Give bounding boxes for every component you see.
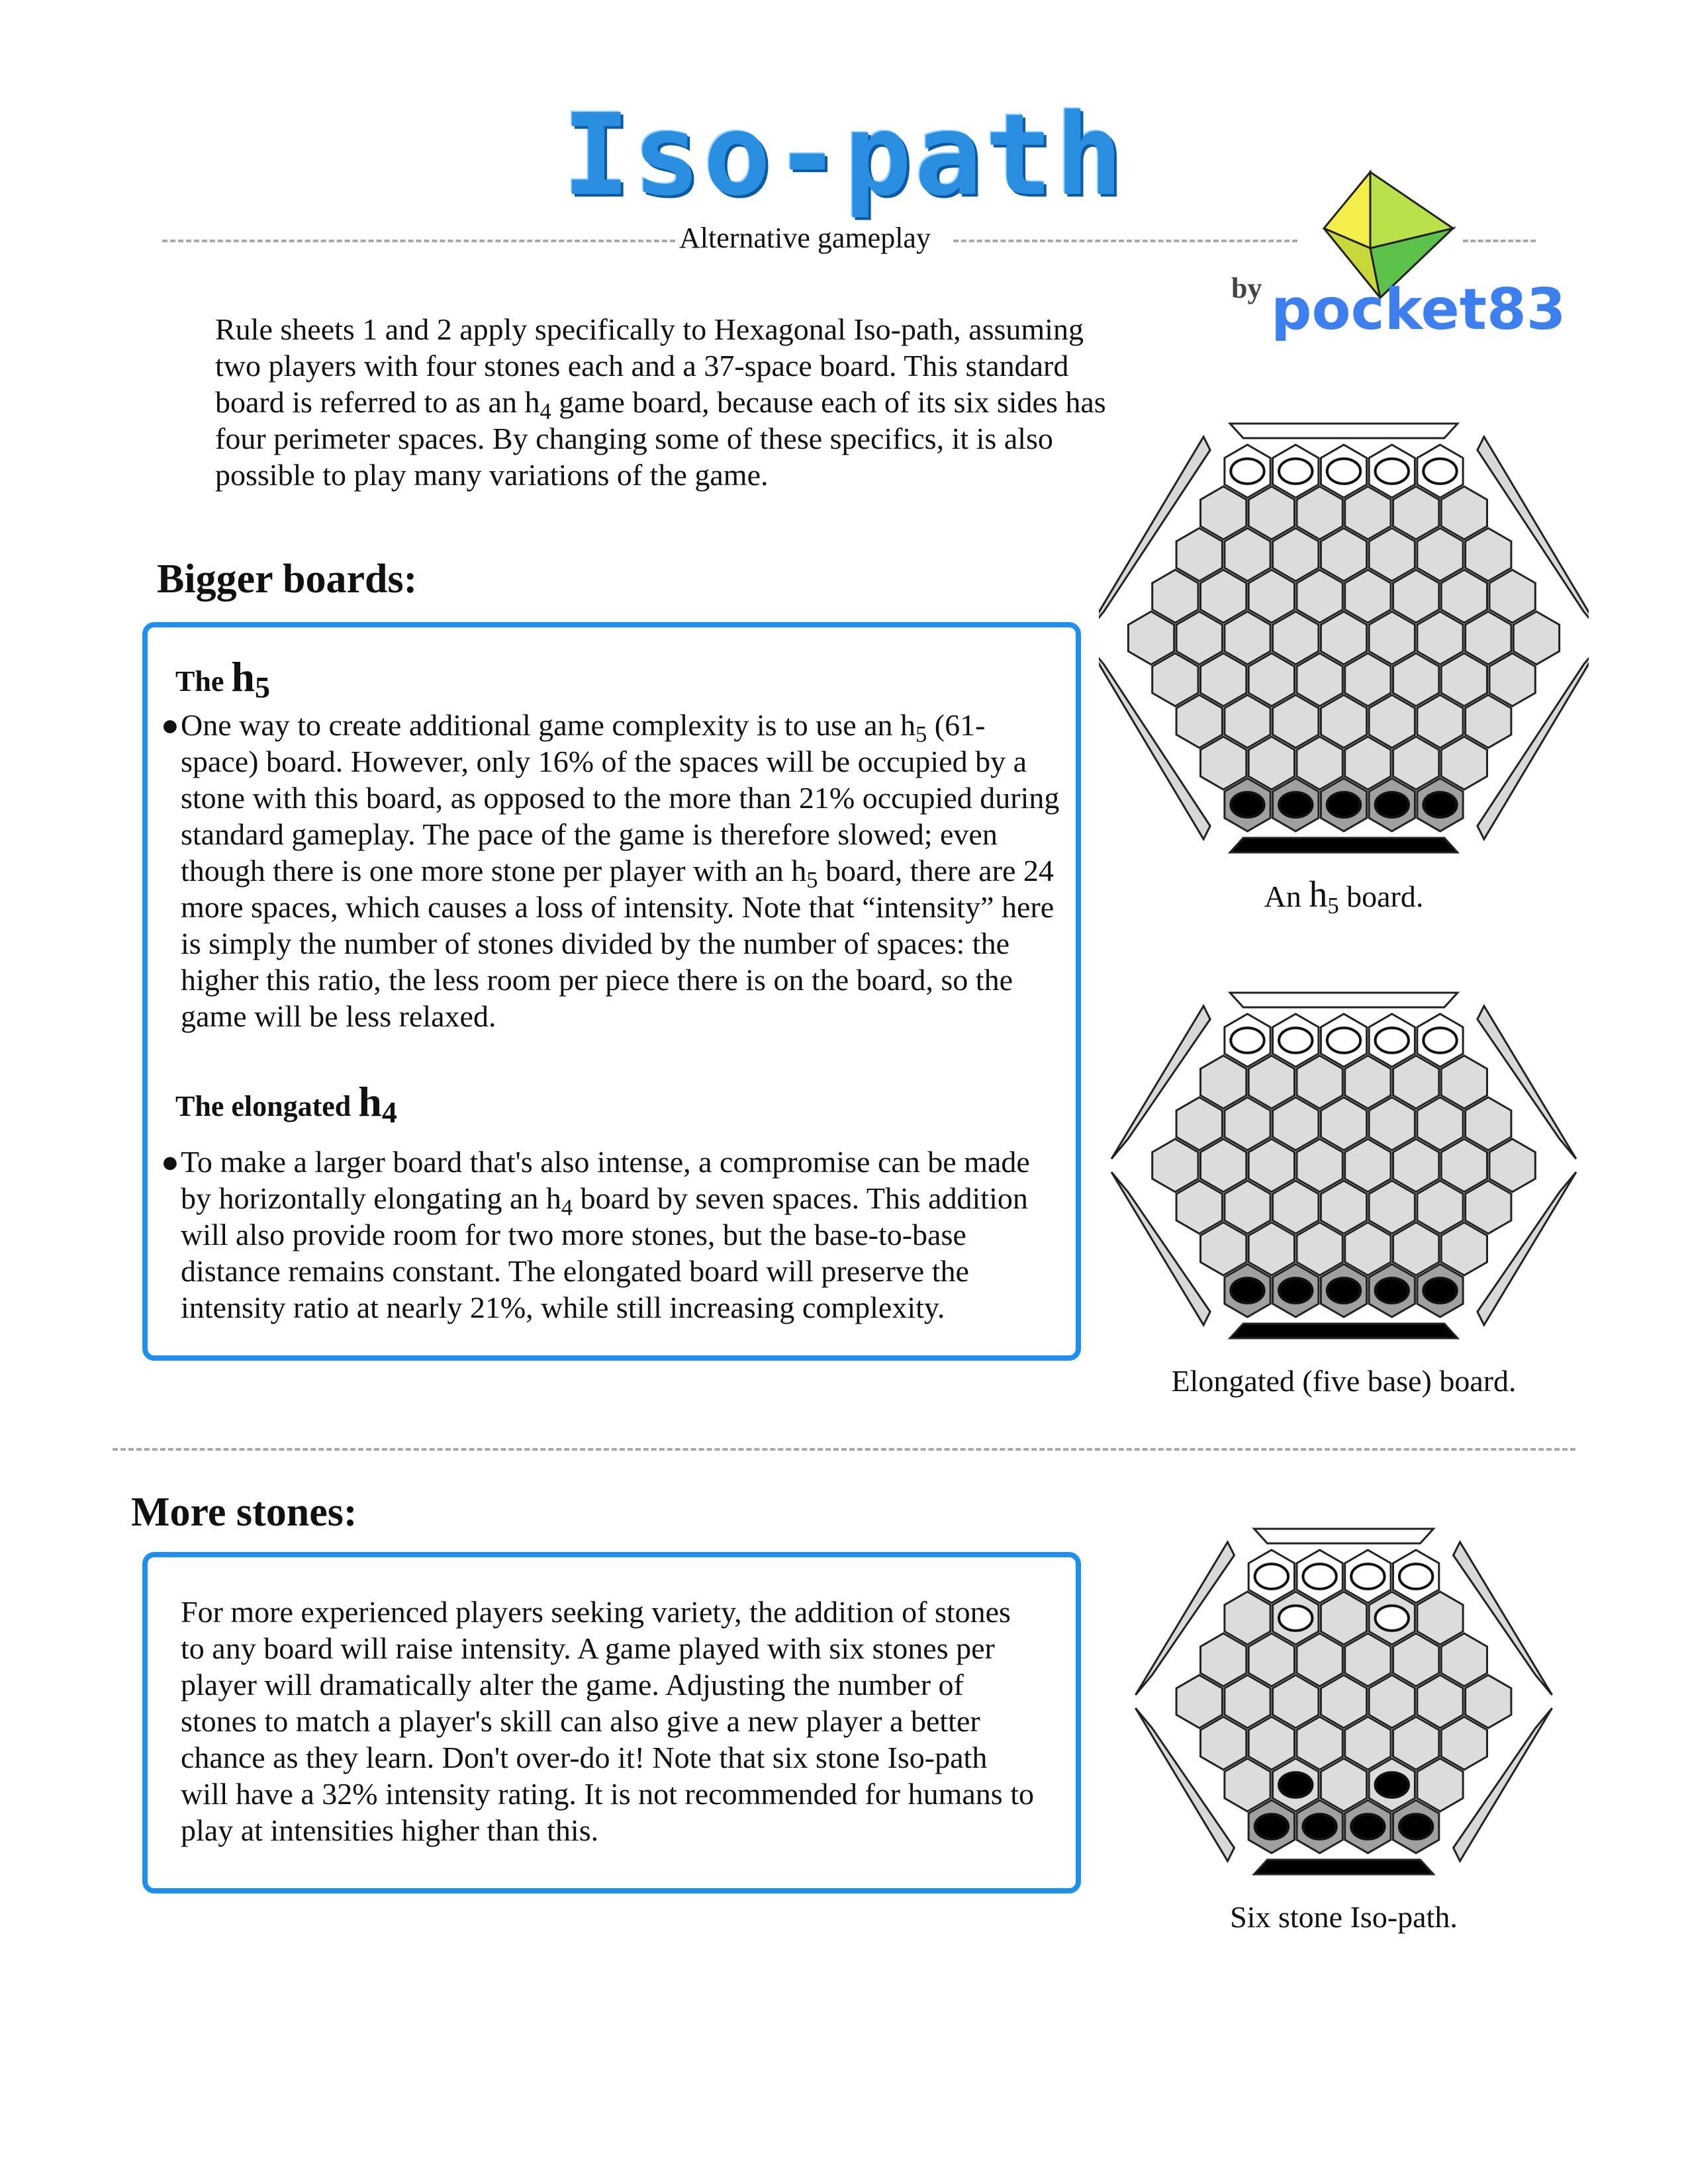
more-stones-paragraph: For more experienced players seeking variety, the addition of stones to any board will raise intensity. A game played with six stones per player will dramatically alter the game. Adjusting the number of stones to match a player's skill can also give a new player a better chance as they learn. Don't over-do it! Note that six stone Iso-path will have a 32% intensity rating. It is not recommended for humans to play at intensities higher than this. [181, 1595, 1034, 1847]
board-hex-cell [1345, 1633, 1391, 1686]
bullet-icon: ● [161, 708, 179, 742]
board-hex-cell [1417, 612, 1463, 664]
bullet-icon: ● [161, 1145, 179, 1179]
board-hex-cell [1225, 1097, 1270, 1150]
board-hex-cell [1369, 528, 1415, 581]
board-hex-cell [1321, 1758, 1366, 1811]
board-hex-cell [1176, 1097, 1222, 1150]
board-hex-cell [1297, 653, 1342, 706]
board-hex-cell [1152, 1139, 1198, 1192]
elongated-heading: The elongated $h_4$ [175, 1078, 397, 1129]
board-hex-cell [1393, 1222, 1439, 1275]
board-hex-cell [1176, 528, 1222, 581]
white-home-bar [1230, 993, 1458, 1007]
black-stone [1423, 1278, 1456, 1303]
board-hex-cell [1393, 1633, 1439, 1686]
black-stone [1376, 1278, 1409, 1303]
board-hex-cell [1273, 612, 1319, 664]
black-stone [1255, 1814, 1288, 1839]
white-stone [1376, 1028, 1409, 1053]
board-hex-cell [1128, 612, 1174, 664]
board-hex-cell [1297, 486, 1342, 539]
board-hex-cell [1248, 1633, 1294, 1686]
page-subtitle: Alternative gameplay [675, 221, 935, 255]
black-stone [1279, 792, 1312, 817]
black-home-bar [1230, 1324, 1458, 1338]
white-stone [1351, 1564, 1384, 1589]
bigger-boards-heading: Bigger boards: [157, 557, 418, 602]
board-hex-cell [1201, 1222, 1246, 1275]
elongated-board-diagram [1099, 986, 1589, 1357]
board-hex-cell [1225, 612, 1270, 664]
white-stone [1303, 1564, 1336, 1589]
board-hex-cell [1345, 737, 1391, 790]
board-hex-cell [1248, 653, 1294, 706]
white-stone [1399, 1564, 1432, 1589]
by-label: by [1231, 272, 1262, 304]
board-hex-cell [1152, 570, 1198, 623]
h5-heading: The $h_5$ [175, 653, 270, 704]
bigger-boards-box [142, 622, 1081, 1361]
more-stones-heading: More stones: [131, 1490, 357, 1535]
header-divider-right [953, 240, 1297, 242]
board-hex-cell [1345, 1717, 1391, 1770]
white-stone [1423, 1028, 1456, 1053]
board-hex-cell [1225, 528, 1270, 581]
board-hex-cell [1441, 1056, 1487, 1109]
board-hex-cell [1369, 1097, 1415, 1150]
black-stone [1327, 1278, 1360, 1303]
board-hex-cell [1441, 1222, 1487, 1275]
white-stone [1279, 459, 1312, 484]
board-hex-cell [1345, 1222, 1391, 1275]
board-hex-cell [1321, 1181, 1366, 1234]
white-stone [1376, 1606, 1409, 1631]
white-home-bar [1254, 1529, 1434, 1543]
board-hex-cell [1321, 695, 1366, 748]
white-stone [1423, 459, 1456, 484]
board-hex-cell [1466, 528, 1511, 581]
board-hex-cell [1417, 695, 1463, 748]
page-title: Iso-path [562, 90, 1126, 221]
white-stone [1327, 1028, 1360, 1053]
board-hex-cell [1466, 1097, 1511, 1150]
board-hex-cell [1369, 1181, 1415, 1234]
board-hex-cell [1441, 1633, 1487, 1686]
board-hex-cell [1393, 486, 1439, 539]
board-hex-cell [1513, 612, 1559, 664]
black-stone [1279, 1772, 1312, 1797]
board-hex-cell [1273, 1675, 1319, 1728]
black-home-bar [1230, 838, 1458, 852]
white-home-bar [1230, 424, 1458, 438]
h5-board-caption: An $h_5$ board. [1264, 874, 1424, 919]
board-hex-cell [1248, 737, 1294, 790]
white-stone [1279, 1606, 1312, 1631]
board-hex-cell [1393, 737, 1439, 790]
board-hex-cell [1417, 1675, 1463, 1728]
board-hex-cell [1345, 486, 1391, 539]
board-hex-cell [1225, 1592, 1270, 1645]
board-hex-cell [1393, 653, 1439, 706]
black-stone [1376, 1772, 1409, 1797]
board-hex-cell [1369, 1675, 1415, 1728]
black-stone [1231, 792, 1264, 817]
board-hex-cell [1466, 612, 1511, 664]
board-hex-cell [1417, 1097, 1463, 1150]
board-hex-cell [1369, 695, 1415, 748]
board-hex-cell [1321, 612, 1366, 664]
board-hex-cell [1393, 1056, 1439, 1109]
board-hex-cell [1201, 486, 1246, 539]
header-divider-left [162, 240, 675, 242]
white-stone [1231, 1028, 1264, 1053]
white-stone [1376, 459, 1409, 484]
board-hex-cell [1201, 1056, 1246, 1109]
black-stone [1399, 1814, 1432, 1839]
header-divider-far-right [1463, 240, 1536, 242]
board-hex-cell [1369, 612, 1415, 664]
board-hex-cell [1297, 570, 1342, 623]
board-hex-cell [1176, 1181, 1222, 1234]
brand-logo: pocket83 [1271, 277, 1566, 343]
board-hex-cell [1201, 570, 1246, 623]
board-hex-cell [1248, 1139, 1294, 1192]
board-hex-cell [1417, 1758, 1463, 1811]
board-hex-cell [1417, 1181, 1463, 1234]
board-hex-cell [1489, 653, 1535, 706]
more-stones-box [142, 1552, 1081, 1893]
board-hex-cell [1273, 695, 1319, 748]
h5-board-diagram [1099, 417, 1589, 867]
six-stone-board-caption: Six stone Iso-path. [1230, 1900, 1458, 1934]
board-hex-cell [1393, 1717, 1439, 1770]
board-hex-cell [1441, 486, 1487, 539]
h5-paragraph: ● One way to create additional game complexity is to use an $h_5$ (61-space) board. However, only 16% of the spaces will be occupied by a stone with this board, as opposed to the more than 21% occupied during standard gameplay. The pace of the game is therefore slowed; even though there is one more stone per player with an $h_5$ board, there are 24 more spaces, which causes a loss of intensity. Note that “intensity” here is simply the number of stones divided by the number of spaces: the higher this ratio, the less room per piece there is on the board, so the game will be less relaxed. [161, 708, 1060, 1033]
black-stone [1231, 1278, 1264, 1303]
board-hex-cell [1321, 1097, 1366, 1150]
board-hex-cell [1201, 1717, 1246, 1770]
board-hex-cell [1441, 1139, 1487, 1192]
board-hex-cell [1201, 1139, 1246, 1192]
board-hex-cell [1417, 528, 1463, 581]
board-hex-cell [1441, 1717, 1487, 1770]
board-hex-cell [1201, 737, 1246, 790]
board-hex-cell [1321, 1592, 1366, 1645]
board-hex-cell [1225, 695, 1270, 748]
board-hex-cell [1297, 1222, 1342, 1275]
board-hex-cell [1297, 1633, 1342, 1686]
board-hex-cell [1273, 1181, 1319, 1234]
elongated-board-caption: Elongated (five base) board. [1171, 1364, 1517, 1398]
board-hex-cell [1297, 1056, 1342, 1109]
board-hex-cell [1417, 1592, 1463, 1645]
black-stone [1423, 792, 1456, 817]
board-hex-cell [1273, 528, 1319, 581]
board-hex-cell [1225, 1675, 1270, 1728]
six-stone-board-diagram [1125, 1522, 1562, 1893]
board-hex-cell [1441, 737, 1487, 790]
black-stone [1351, 1814, 1384, 1839]
elongated-paragraph: ● To make a larger board that's also intense, a compromise can be made by horizontally elongating an $h_4$ board by seven spaces. This addition will also provide room for two more stones, but the base-to-base distance remains constant. The elongated board will preserve the intensity ratio at nearly 21%, while still increasing complexity. [161, 1145, 1030, 1324]
board-hex-cell [1393, 570, 1439, 623]
white-stone [1327, 459, 1360, 484]
board-hex-cell [1297, 737, 1342, 790]
white-stone [1231, 459, 1264, 484]
board-hex-cell [1152, 653, 1198, 706]
board-hex-cell [1176, 695, 1222, 748]
board-hex-cell [1393, 1139, 1439, 1192]
black-stone [1327, 792, 1360, 817]
board-hex-cell [1225, 1758, 1270, 1811]
board-hex-cell [1345, 653, 1391, 706]
black-stone [1376, 792, 1409, 817]
board-hex-cell [1225, 1181, 1270, 1234]
board-hex-cell [1441, 653, 1487, 706]
board-hex-cell [1248, 486, 1294, 539]
board-hex-cell [1248, 1717, 1294, 1770]
board-hex-cell [1248, 570, 1294, 623]
board-hex-cell [1297, 1139, 1342, 1192]
board-hex-cell [1345, 1139, 1391, 1192]
board-hex-cell [1466, 1181, 1511, 1234]
board-hex-cell [1201, 653, 1246, 706]
board-hex-cell [1489, 570, 1535, 623]
board-hex-cell [1201, 1633, 1246, 1686]
board-hex-cell [1345, 570, 1391, 623]
section-divider [113, 1448, 1575, 1451]
board-hex-cell [1176, 612, 1222, 664]
white-stone [1255, 1564, 1288, 1589]
board-hex-cell [1248, 1056, 1294, 1109]
board-hex-cell [1345, 1056, 1391, 1109]
intro-paragraph: Rule sheets 1 and 2 apply specifically to Hexagonal Iso-path, assuming two players with four stones each and a 37-space board. This standard board is referred to as an $h_4$ game board, because each of its six sides has four perimeter spaces. By changing some of these specifics, it is also possible to play many variations of the game. [215, 312, 1106, 492]
board-hex-cell [1273, 1097, 1319, 1150]
black-stone [1279, 1278, 1312, 1303]
board-hex-cell [1248, 1222, 1294, 1275]
board-hex-cell [1321, 1675, 1366, 1728]
board-hex-cell [1176, 1675, 1222, 1728]
board-hex-cell [1321, 528, 1366, 581]
board-hex-cell [1441, 570, 1487, 623]
black-home-bar [1254, 1860, 1434, 1874]
board-hex-cell [1466, 1675, 1511, 1728]
board-hex-cell [1466, 695, 1511, 748]
board-hex-cell [1489, 1139, 1535, 1192]
white-stone [1279, 1028, 1312, 1053]
board-hex-cell [1297, 1717, 1342, 1770]
black-stone [1303, 1814, 1336, 1839]
